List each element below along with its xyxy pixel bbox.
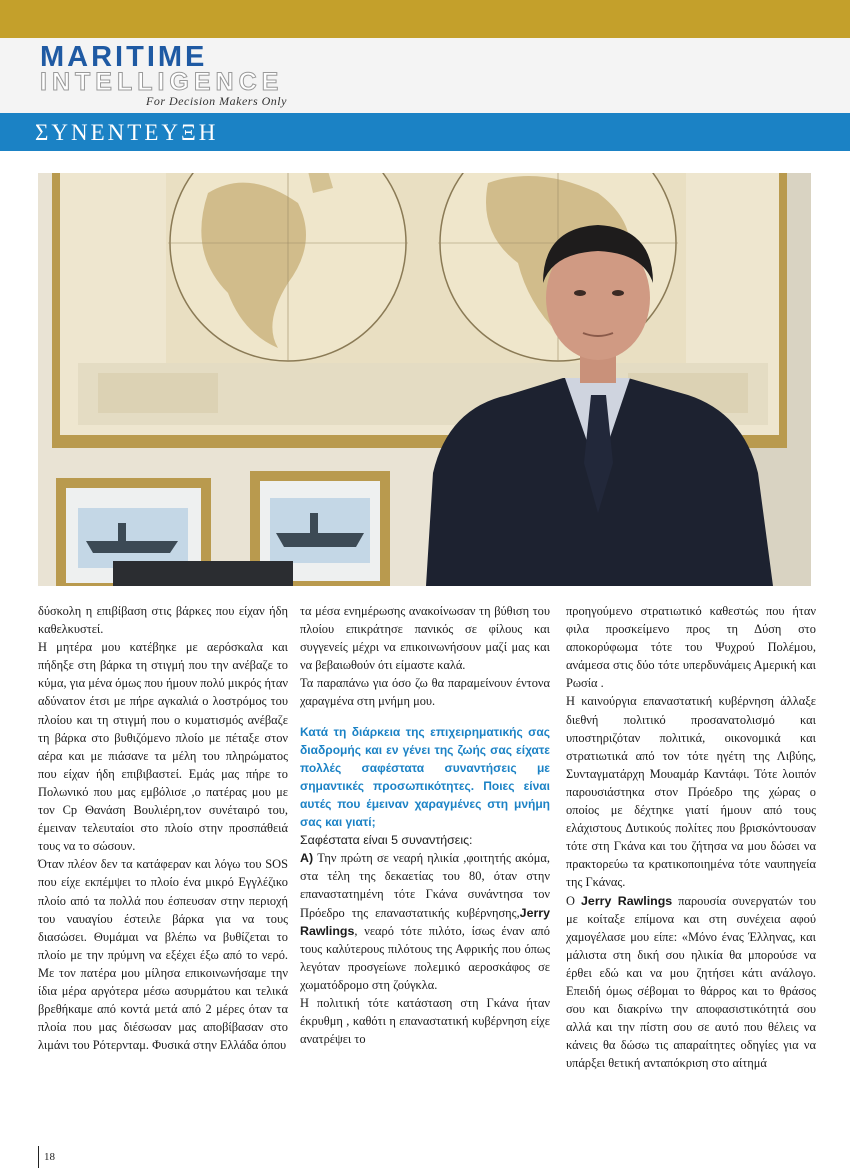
top-gold-bar — [0, 0, 850, 38]
person-name: Jerry Rawlings — [581, 893, 673, 908]
interview-question: Κατά τη διάρκεια της επιχειρηματικής σας διαδρομής και εν γένει της ζωής σας είχατε πολλές σαφέστατα συναντήσεις με σημαντικές προσωπικότητες. Ποιες είναι αυτές που έμειναν χαραγμένες στη μνήμη σας και γιατί; — [300, 724, 550, 830]
page-number: 18 — [44, 1151, 55, 1163]
paragraph-lead: Ο — [566, 893, 582, 908]
answer-label: A) — [300, 851, 314, 866]
paragraph: Η καινούργια επαναστατική κυβέρνηση άλλαξε διεθνή πολιτικό προσανατολισμό και υποστηριζόταν πολιτικά, οικονομικά και στρατιωτικά από τον τότε ηγέτη της Λιβύης, Συνταγματάρχη Μουαμάρ Καντάφι. Τότε λοιπόν παρουσιάστηκα στον Πρόεδρο της χώρας ο οποίος με δέχτηκε γιατί ήμουν από τους ελάχιστους Δυτικούς πολίτες που βρισκόντουσαν τότε στη Γκάνα και του ζήτησα να μου δώσει να πρακτορεύω τα κρατικοποιημένα τότε ναυπηγεία της Γκάνας. — [566, 694, 816, 890]
section-title: ΣΥΝΕΝΤΕΥΞΗ — [35, 120, 219, 145]
logo-maritime: MARITIME — [40, 41, 208, 73]
paragraph: προηγούμενο στρατιωτικό καθεστώς που ήταν φιλα προσκείμενο προς τη Δύση στο αποκορύφωμα τότε του Ψυχρού Πολέμου, ανάμεσα στις δύο τότε υπερδυνάμεις Αμερική και Ρωσία . — [566, 604, 816, 691]
answer-text: , νεαρό τότε πιλότο, ίσως έναν από τους καλύτερους πιλότους της Αφρικής που όπως λεγόταν προσγείωνε πολεμικό αεροσκάφος σε χωματόδρομο στη ζούγκλα. — [300, 923, 550, 992]
footer-divider — [38, 1146, 39, 1168]
paragraph-text: παρουσία συνεργατών του με κοίταξε επίμονα και στη συνέχεια αφού χαμογέλασε μου είπε: «Μόνο ένας Έλληνας, και μάλιστα στη δική σου ηλικία θα μπορούσε να έρθει εδώ και να μου ζητήσει κάτι ανάλογο. Επειδή όμως σέβομαι το θάρρος και το θράσος σου και διακρίνω την αποφασιστικότητά σου αλλά και την πίστη σου σε αυτό που θέλεις να κάνεις θα δώσω τις απαραίτητες οδηγίες για να υπάρξει θετική ανταπόκριση στο αίτημά — [566, 893, 816, 1071]
logo-tagline: For Decision Makers Only — [146, 94, 287, 108]
interview-photo — [38, 173, 811, 586]
person-name: Jerry Rawlings — [300, 905, 550, 938]
logo-intelligence: INTELLIGENCE — [40, 68, 284, 96]
paragraph: τα μέσα ενημέρωσης ανακοίνωσαν τη βύθιση του πλοίου επικράτησε πανικός σε φίλους και συγγενείς μέχρι να επικοινωνήσουν μαζί μας και να βεβαιωθούν ότι είμαστε καλά. — [300, 604, 550, 673]
paragraph: Τα παραπάνω για όσο ζω θα παραμείνουν έντονα χαραγμένα στη μνήμη μου. — [300, 676, 550, 709]
text-column-1 — [38, 602, 288, 1054]
paragraph — [566, 892, 816, 1073]
paragraph: Η πολιτική τότε κατάσταση στη Γκάνα ήταν έκρυθμη , καθότι η επαναστατική κυβέρνηση είχε ανατρέψει το — [300, 995, 550, 1047]
paragraph: δύσκολη η επιβίβαση στις βάρκες που είχαν ήδη καθελκυστεί. — [38, 604, 288, 637]
paragraph: Όταν πλέον δεν τα κατάφεραν και λόγω του SOS που είχε εκπέμψει το πλοίο ένα μικρό Εγγλέζικο πλοίο από τα πολλά που έσπευσαν στην περιοχή του ναυαγίου έστειλε βάρκα για να τους διασώσει. Θυμάμαι να βλέπω να βυθίζεται το πλοίο με την πρύμνη να εξέχει έξω από το νερό. Με τον πατέρα μου μίλησα επικοινωνήσαμε την ίδια μέρα αργότερα μέσω ασυρμάτου και τελικά βρεθήκαμε από κοντά μετά από 2 μέρες όταν τα πλοία που μας διέσωσαν μας αποβίβασαν στο λιμάνι του Ρότερνταμ. Φυσικά στην Ελλάδα όπου — [38, 857, 288, 1053]
paragraph — [300, 849, 550, 994]
paragraph: Η μητέρα μου κατέβηκε με αερόσκαλα και πήδηξε στη βάρκα τη στιγμή που την ανέβαζε το κύμα, για μένα όμως που ήμουν πολύ μικρός ήταν αδύνατον έτσι με πήρε αγκαλιά ο λοστρόμος του πλοίου και τη στιγμή που ο κυματισμός ανέβαζε τη βάρκα στο βυθιζόμενο πλοίο με πέταξε στον αέρα και με πιάσανε τα μέλη του πληρώματος που είχαν ήδη επιβιβαστεί. Εμάς μας πήρε το Πολωνικό που μας εμβόλισε ,ο πατέρας μου με τον Cp Θανάση Βουλιέρη,τον συνέταιρό του, έμειναν τελευταίοι στο πλοίο στην προσπάθειά τους να το σώσουν. — [38, 640, 288, 854]
answer-text: Την πρώτη σε νεαρή ηλικία ,φοιτητής ακόμα, στα τέλη της δεκαετίας του 80, όταν στην επαναστατημένη τότε Γκάνα συνάντησα τον Πρόεδρο της επαναστατικής κυβέρνησης, — [300, 851, 550, 920]
answer-intro: Σαφέστατα είναι 5 συναντήσεις: — [300, 833, 473, 848]
text-column-2 — [300, 602, 550, 1048]
text-column-3 — [566, 602, 816, 1072]
